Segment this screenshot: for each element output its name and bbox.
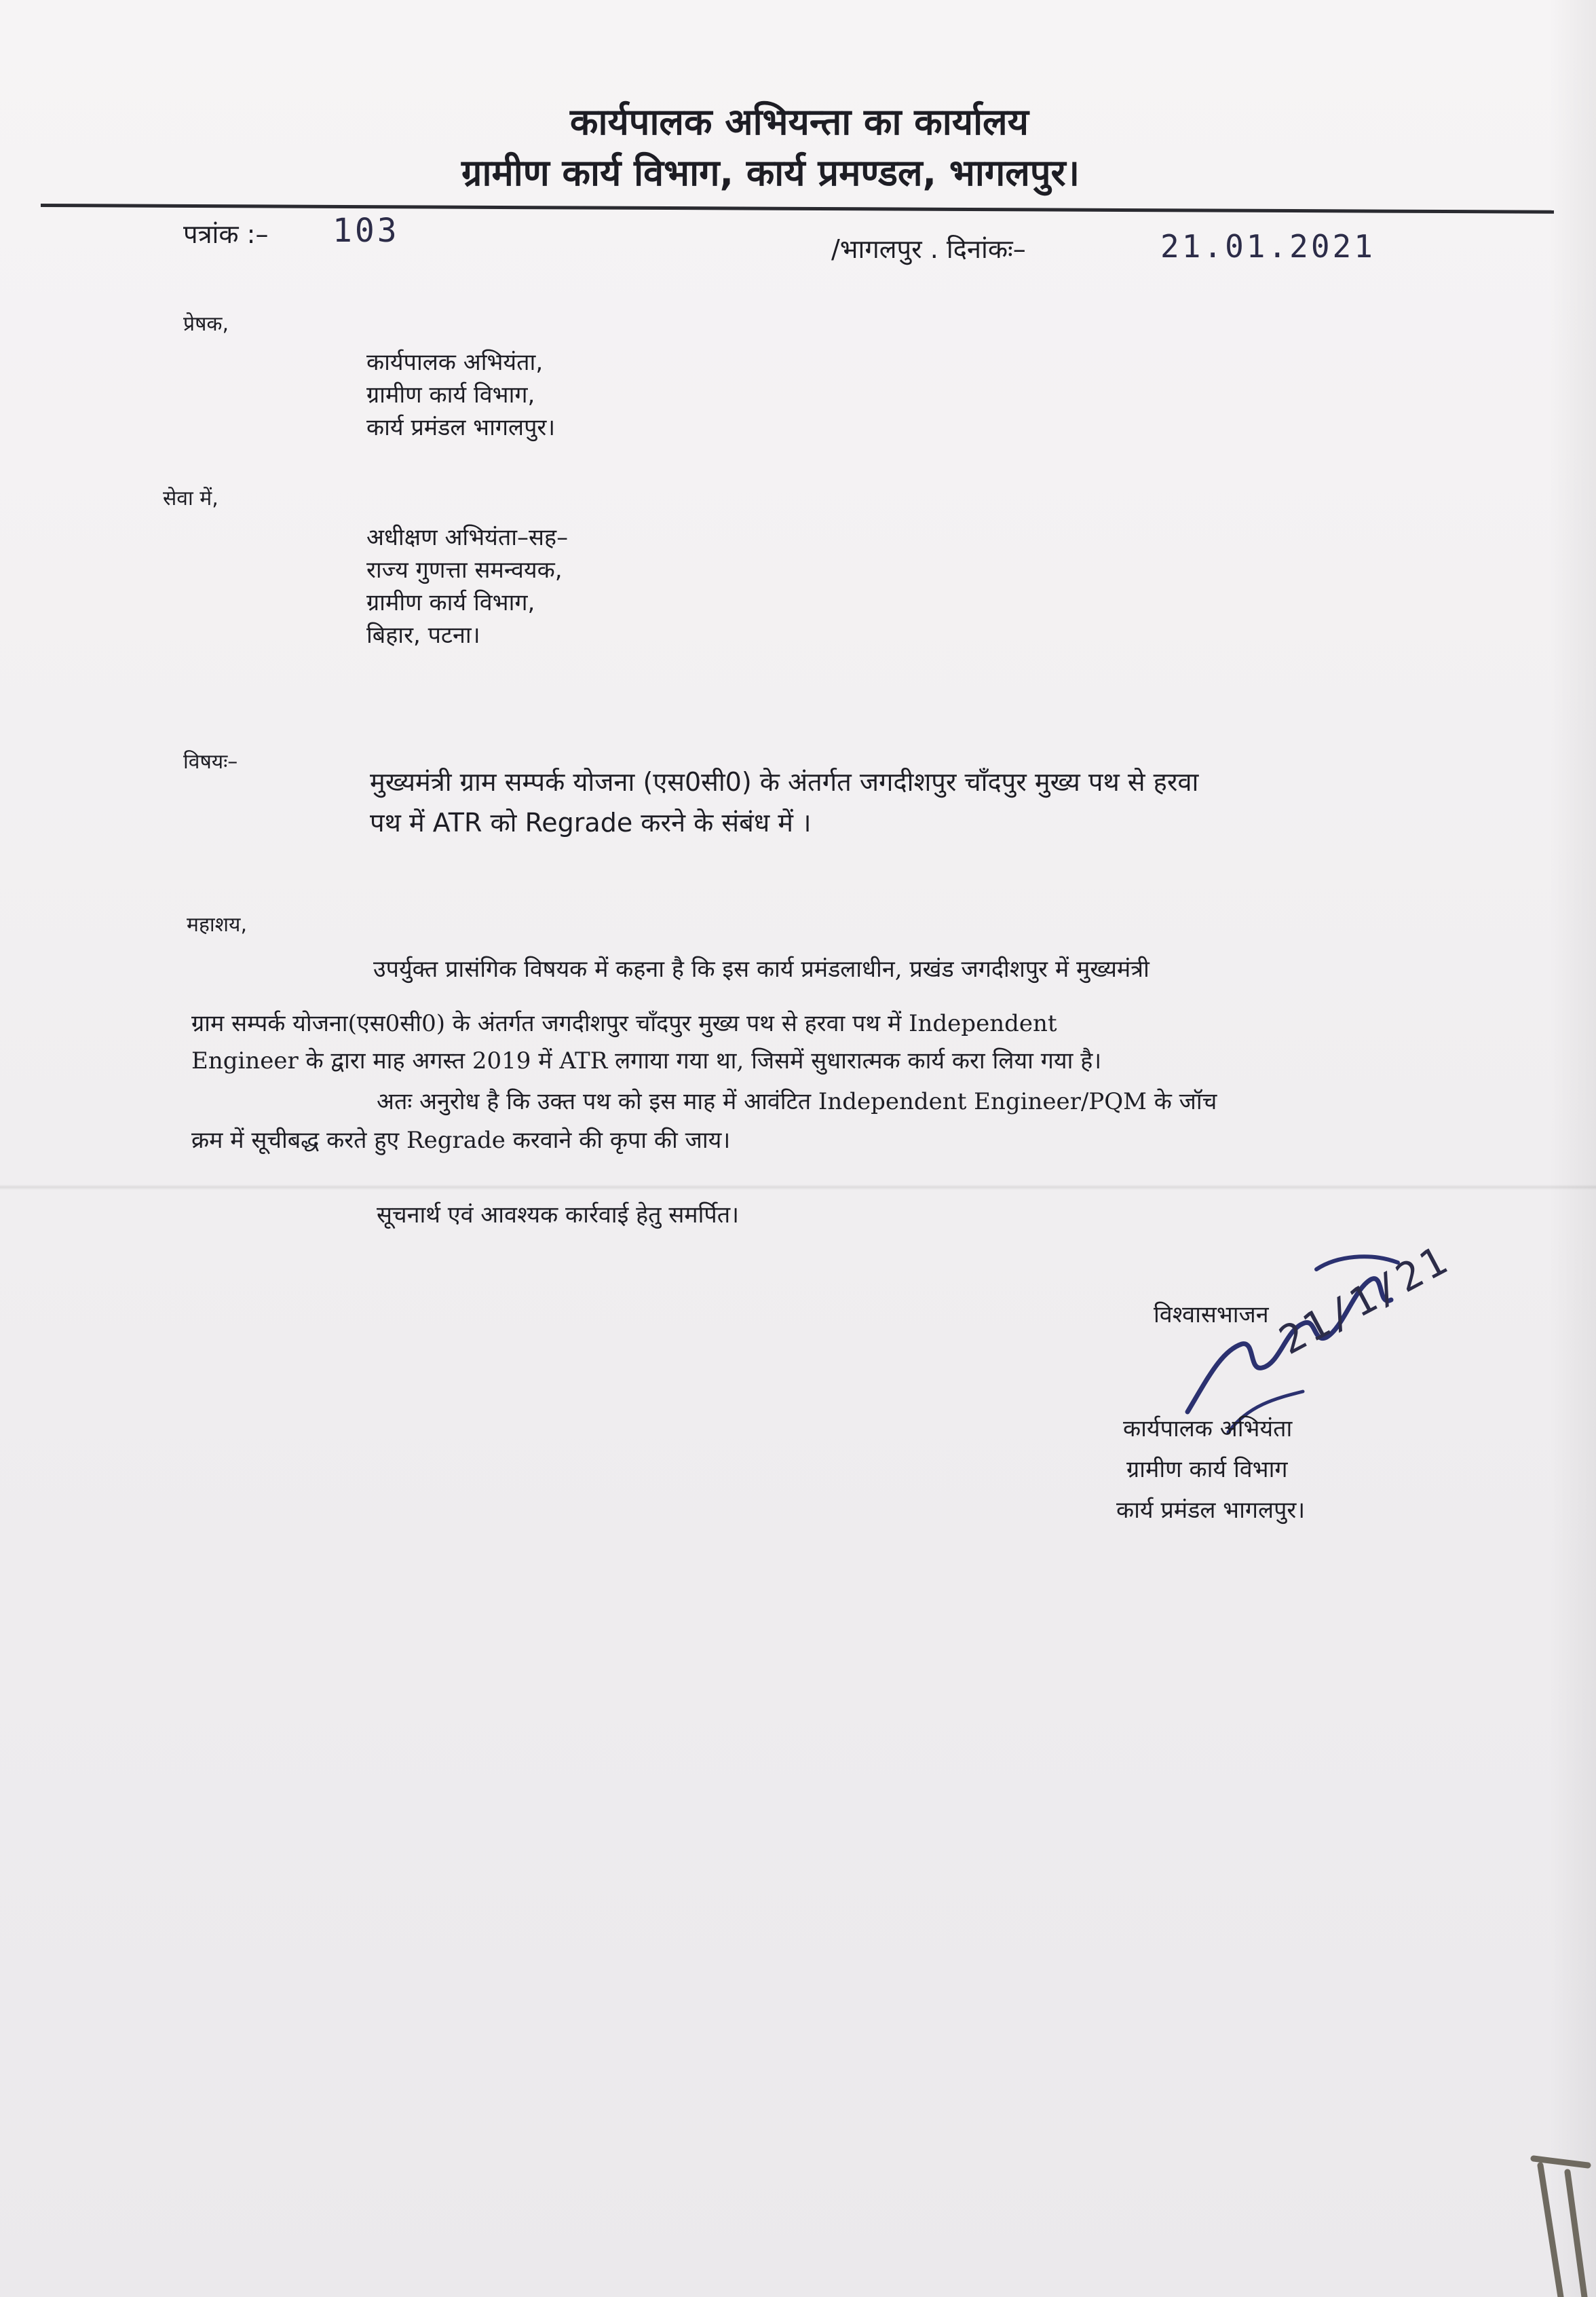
salutation: महाशय, — [187, 913, 247, 937]
paper-clip — [1520, 2145, 1596, 2297]
subject-line-2: पथ में ATR को Regrade करने के संबंध में । — [370, 808, 812, 838]
body-line: Engineer के द्वारा माह अगस्त 2019 में ATR लगाया गया था, जिसमें सुधारात्मक कार्य करा लिया गया है। — [191, 1047, 1102, 1075]
paper-fold — [0, 1184, 1596, 1190]
body-line: ग्राम सम्पर्क योजना(एस0सी0) के अंतर्गत जगदीशपुर चाँदपुर मुख्य पथ से हरवा पथ में Independent — [191, 1010, 1057, 1037]
recipient-address — [366, 521, 568, 652]
recipient-line: अधीक्षण अभियंता–सह– — [366, 524, 569, 551]
subject-line-1: मुख्यमंत्री ग्राम सम्पर्क योजना (एस0सी0) के अंतर्गत जगदीशपुर चाँदपुर मुख्य पथ से हरवा — [370, 767, 1199, 797]
recipient-line: बिहार, पटना। — [366, 622, 480, 649]
paper-edge-shadow — [1548, 0, 1596, 2297]
sender-address — [366, 346, 555, 444]
sender-line: ग्रामीण कार्य विभाग, — [366, 381, 535, 409]
body-line: क्रम में सूचीबद्ध करते हुए Regrade करवाने की कृपा की जाय। — [191, 1127, 731, 1154]
recipient-label: सेवा में, — [163, 487, 218, 510]
signatory-department: ग्रामीण कार्य विभाग — [1126, 1456, 1288, 1483]
place-date-label: /भागलपुर . दिनांकः– — [831, 234, 1026, 264]
recipient-line: ग्रामीण कार्य विभाग, — [366, 589, 535, 616]
sender-label: प्रेषक, — [183, 312, 229, 336]
letter-number-label: पत्रांक :– — [183, 219, 269, 249]
signature-date: 21/1/21 — [1272, 1236, 1457, 1364]
office-subtitle: ग्रामीण कार्य विभाग, कार्य प्रमण्डल, भागलपुर। — [461, 151, 1080, 194]
closing-line: सूचनार्थ एवं आवश्यक कार्रवाई हेतु समर्पित। — [377, 1201, 740, 1229]
letter-date: 21.01.2021 — [1160, 228, 1375, 265]
subject-label: विषयः– — [183, 750, 238, 774]
sender-line: कार्य प्रमंडल भागलपुर। — [366, 414, 556, 441]
body-line: अतः अनुरोध है कि उक्त पथ को इस माह में आवंटित Independent Engineer/PQM के जॉच — [377, 1088, 1217, 1115]
recipient-line: राज्य गुणत्ता समन्वयक, — [366, 557, 563, 584]
yours-faithfully: विश्वासभाजन — [1154, 1301, 1269, 1328]
office-title: कार्यपालक अभियन्ता का कार्यालय — [570, 100, 1029, 143]
signatory-designation: कार्यपालक अभियंता — [1123, 1415, 1293, 1442]
header-divider — [41, 204, 1554, 214]
letter-number: 103 — [332, 212, 400, 250]
signatory-division: कार्य प्रमंडल भागलपुर। — [1116, 1497, 1306, 1524]
sender-line: कार्यपालक अभियंता, — [366, 349, 544, 376]
body-line: उपर्युक्त प्रासंगिक विषयक में कहना है कि इस कार्य प्रमंडलाधीन, प्रखंड जगदीशपुर में मुख्यमंत्री — [373, 956, 1150, 983]
